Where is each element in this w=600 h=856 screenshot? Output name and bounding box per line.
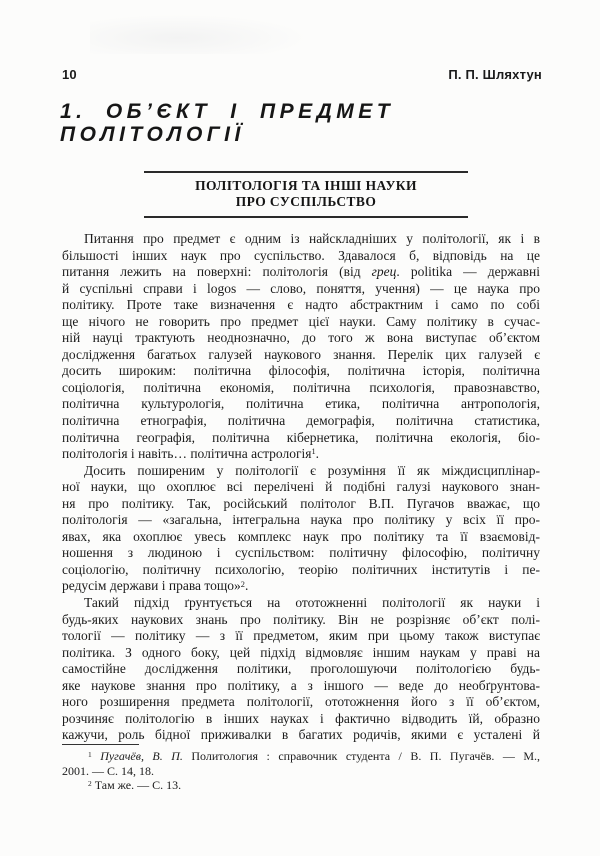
text-line: політологія — «загальна, інтегральна наука про політику у всіх її про-	[62, 512, 540, 528]
footnote-line: $^1$ Пугачёв, В. П. Политология : справочник студента / В. П. Пугачёв. — М.,	[88, 749, 540, 763]
paragraph	[62, 231, 540, 463]
text-line: тології — політику — з її предметом, яким при цьому також виступає	[62, 628, 540, 644]
text-line: політична культурологія, політична етика, політична антропологія,	[62, 396, 540, 412]
running-header	[62, 67, 542, 82]
text-line: ного розширення предмета політології, ототожнення його з її об’єктом,	[62, 694, 540, 710]
text-line: ще нічого не говорить про предмет цієї науки. Саму політику в сучас-	[62, 313, 540, 329]
text-line: кажучи, роль бідної приживалки в багатих родичів, якими є усталені й	[62, 727, 540, 743]
text-line: й суспільні справи і logos — слово, поняття, учення) — це наука про	[62, 280, 540, 296]
paragraph	[62, 595, 540, 744]
text-line: політична географія, політична кібернетика, політична екологія, біо-	[62, 429, 540, 445]
section-heading-line-2: ПРО СУСПІЛЬСТВО	[235, 194, 377, 209]
scan-smudge	[90, 14, 310, 54]
text-line: політична етнографія, політична демографія, політична статистика,	[62, 413, 540, 429]
footnote	[62, 778, 540, 793]
text-line: соціологію, політичну психологію, теорію політичних інститутів і пе-	[62, 561, 540, 577]
text-line: політологія і навіть… політична астрологія$^1$.	[62, 446, 320, 462]
text-line: більшості інших наук про суспільство. Здавалося б, відповідь на це	[62, 247, 540, 263]
text-line: ня про політику. Так, російський політолог В.П. Пугачов вважає, що	[62, 495, 540, 511]
text-line: політика. З одного боку, цей підхід відмовляє іншим наукам у праві на	[62, 644, 540, 660]
text-line: явах, яка охоплює увесь комплекс наук про політику та її взаємовід-	[62, 528, 540, 544]
footnote	[62, 749, 540, 778]
text-line: Питання про предмет є одним із найскладніших у політології, як і в	[84, 231, 540, 246]
text-line: ної науки, що охоплює всі перелічені й подібні галузі наукового знан-	[62, 479, 540, 495]
text-line: дослідження багатьох галузей наукового знання. Перелік цих галузей є	[62, 346, 540, 362]
footnotes	[62, 749, 540, 793]
footnote-line: 2001. — С. 14, 18.	[62, 763, 155, 778]
text-line: ній науці трактують неоднозначно, до того ж вона виступає об’єктом	[62, 330, 540, 346]
section-heading	[144, 171, 468, 218]
text-line: соціологія, політична економія, політична психологія, правознавство,	[62, 379, 540, 395]
text-line: розчиняє політологію в інших науках і фактично відводить їй, образно	[62, 710, 540, 726]
text-line: Досить поширеним у політології є розуміння її як міждисциплінар-	[84, 462, 540, 478]
text-line: питання лежить на поверхні: політологія (від грец. politika — державні	[62, 264, 540, 280]
paragraph	[62, 463, 540, 595]
chapter-title-line-1: 1. ОБ’ЄКТ І ПРЕДМЕТ	[60, 100, 395, 123]
page-number: 10	[62, 67, 77, 82]
text-line: ношення з людиною і суспільством: політичну філософію, політичну	[62, 545, 540, 561]
text-line: досить широким: політична філософія, політична історія, політична	[62, 363, 540, 379]
chapter-title-line-2: ПОЛІТОЛОГІЇ	[60, 122, 245, 146]
chapter-title	[60, 101, 394, 146]
text-line: Такий підхід ґрунтується на ототожненні політології як науки і	[84, 595, 540, 611]
text-line: яке наукове знання про політику, а з іншого — веде до необґрунтова-	[62, 677, 540, 693]
body-text	[62, 231, 540, 744]
text-line: редусім держави і права тощо»$^2$.	[62, 578, 249, 594]
footnote-line: $^2$ Там же. — С. 13.	[88, 778, 182, 793]
text-line: будь-яких наукових знань про політику. Він не розрізняє об’єкт полі-	[62, 611, 540, 627]
section-heading-line-1: ПОЛІТОЛОГІЯ ТА ІНШІ НАУКИ	[195, 178, 417, 193]
running-head-author: П. П. Шляхтун	[448, 67, 542, 82]
footnote-separator-rule	[62, 744, 139, 745]
text-line: самостійне дослідження політики, проголошуючи політологією будь-	[62, 661, 540, 677]
text-line: політику. Проте таке визначення є надто абстрактним і само по собі	[62, 297, 540, 313]
